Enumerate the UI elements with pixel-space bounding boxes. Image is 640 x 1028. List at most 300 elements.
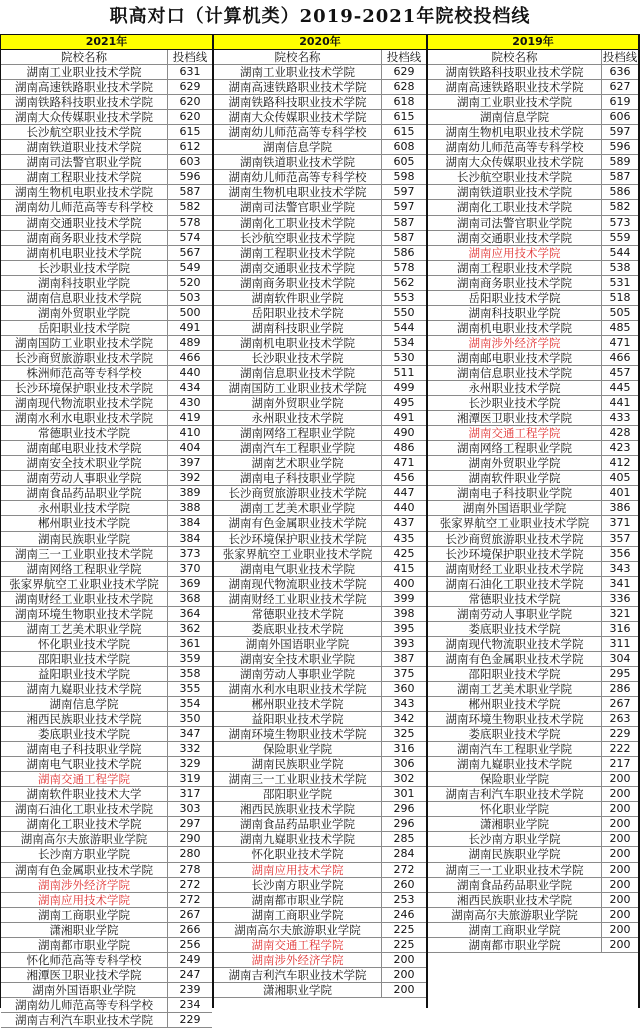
school-name: 怀化职业学院 xyxy=(428,802,602,816)
school-name: 岳阳职业技术学院 xyxy=(214,306,382,320)
column-header-row xyxy=(428,50,638,65)
table-row xyxy=(214,607,426,622)
school-name: 湖南机电职业技术学院 xyxy=(214,336,382,350)
school-name: 湖南九嶷职业技术学院 xyxy=(214,832,382,846)
table-row xyxy=(1,682,212,697)
school-name: 湖南网络工程职业学院 xyxy=(1,562,168,576)
score-value: 586 xyxy=(609,185,631,199)
score-value: 598 xyxy=(393,170,415,184)
school-name: 岳阳职业技术学院 xyxy=(1,321,168,335)
score-value: 434 xyxy=(179,381,201,395)
table-row xyxy=(1,321,212,336)
score-value: 597 xyxy=(609,125,631,139)
table-row xyxy=(1,456,212,471)
table-row xyxy=(428,622,638,637)
score-value: 200 xyxy=(609,802,631,816)
score-value: 435 xyxy=(393,531,415,545)
school-name: 湖南外国语职业学院 xyxy=(428,501,602,515)
table-row xyxy=(214,155,426,170)
table-row xyxy=(1,547,212,562)
school-name: 长沙南方职业学院 xyxy=(1,847,168,861)
school-name: 湖南环境生物职业技术学院 xyxy=(214,727,382,741)
score-header: 投档线 xyxy=(386,50,422,64)
table-row xyxy=(428,95,638,110)
school-name: 湖南信息职业技术学院 xyxy=(428,366,602,380)
school-name: 湖南食品药品职业学院 xyxy=(1,486,168,500)
table-body xyxy=(428,65,638,953)
school-name: 湖南交通职业技术学院 xyxy=(214,261,382,275)
score-value: 290 xyxy=(179,832,201,846)
school-name: 湖南电子科技职业学院 xyxy=(428,486,602,500)
table-row xyxy=(214,366,426,381)
table-row xyxy=(214,968,426,983)
table-row xyxy=(428,562,638,577)
table-row xyxy=(1,185,212,200)
school-name: 潇湘职业学院 xyxy=(428,817,602,831)
table-row xyxy=(214,772,426,787)
school-name: 湖南三一工业职业技术学院 xyxy=(1,547,168,561)
school-name: 湖南劳动人事职业学院 xyxy=(214,667,382,681)
score-value: 225 xyxy=(393,922,415,936)
school-name: 湖南财经工业职业技术学院 xyxy=(214,592,382,606)
table-row xyxy=(214,321,426,336)
table-2021 xyxy=(0,34,214,1027)
table-row xyxy=(1,968,212,983)
score-value: 272 xyxy=(179,877,201,891)
table-row xyxy=(1,291,212,306)
table-row xyxy=(428,682,638,697)
school-name: 湖南石油化工职业技术学院 xyxy=(428,577,602,591)
table-row xyxy=(428,847,638,862)
table-row xyxy=(428,231,638,246)
table-row xyxy=(214,847,426,862)
score-value: 410 xyxy=(179,426,201,440)
score-value: 608 xyxy=(393,140,415,154)
school-name: 长沙环境保护职业技术学院 xyxy=(428,547,602,561)
score-value: 200 xyxy=(609,877,631,891)
school-name: 湖南应用技术学院 xyxy=(214,863,382,877)
school-name: 湖南汽车工程职业学院 xyxy=(428,742,602,756)
table-row xyxy=(1,863,212,878)
school-name: 湖南环境生物职业技术学院 xyxy=(1,607,168,621)
table-row xyxy=(214,261,426,276)
school-name: 长沙职业技术学院 xyxy=(1,261,168,275)
score-value: 415 xyxy=(393,561,415,575)
score-value: 606 xyxy=(609,110,631,124)
table-row xyxy=(214,170,426,185)
table-row xyxy=(428,291,638,306)
table-row xyxy=(214,878,426,893)
table-row xyxy=(1,336,212,351)
table-row xyxy=(428,577,638,592)
school-name: 湖南石油化工职业技术学院 xyxy=(1,802,168,816)
table-row xyxy=(428,923,638,938)
score-value: 342 xyxy=(393,712,415,726)
score-value: 317 xyxy=(179,787,201,801)
school-name: 湘西民族职业技术学院 xyxy=(1,712,168,726)
table-row xyxy=(214,682,426,697)
table-row xyxy=(214,336,426,351)
school-name: 湖南外国语职业学院 xyxy=(1,983,168,997)
score-value: 395 xyxy=(393,621,415,635)
score-value: 361 xyxy=(179,636,201,650)
school-name: 湖南信息学院 xyxy=(428,110,602,124)
table-row xyxy=(214,938,426,953)
school-name: 湖南艺术职业学院 xyxy=(214,456,382,470)
table-row xyxy=(214,712,426,727)
school-name: 湖南食品药品职业学院 xyxy=(214,817,382,831)
table-2019 xyxy=(428,34,640,1008)
score-value: 597 xyxy=(393,185,415,199)
score-value: 388 xyxy=(179,501,201,515)
score-value: 343 xyxy=(609,561,631,575)
table-row xyxy=(214,727,426,742)
score-value: 371 xyxy=(609,516,631,530)
table-row xyxy=(214,562,426,577)
school-name: 湖南高速铁路职业技术学院 xyxy=(1,80,168,94)
school-name: 株洲师范高等专科学校 xyxy=(1,366,168,380)
score-value: 573 xyxy=(609,215,631,229)
score-value: 303 xyxy=(179,802,201,816)
school-name: 湖南九嶷职业技术学院 xyxy=(428,757,602,771)
score-value: 225 xyxy=(393,937,415,951)
table-row xyxy=(428,667,638,682)
school-name: 娄底职业技术学院 xyxy=(428,727,602,741)
table-row xyxy=(428,336,638,351)
school-name: 湖南外国语职业学院 xyxy=(214,637,382,651)
score-value: 284 xyxy=(393,847,415,861)
table-row xyxy=(1,486,212,501)
school-name: 湖南网络工程职业学院 xyxy=(214,426,382,440)
score-value: 425 xyxy=(393,546,415,560)
score-value: 239 xyxy=(179,982,201,996)
school-name: 湖南水利水电职业技术学院 xyxy=(214,682,382,696)
table-row xyxy=(1,697,212,712)
table-row xyxy=(214,742,426,757)
table-row xyxy=(1,757,212,772)
score-value: 587 xyxy=(393,230,415,244)
school-name: 湖南电气职业技术学院 xyxy=(214,562,382,576)
table-row xyxy=(214,381,426,396)
school-name: 湖南应用技术学院 xyxy=(428,246,602,260)
school-name: 怀化师范高等专科学校 xyxy=(1,953,168,967)
school-name: 湖南大众传媒职业技术学院 xyxy=(428,155,602,169)
table-row xyxy=(428,817,638,832)
table-row xyxy=(214,652,426,667)
school-name: 湖南工艺美术职业学院 xyxy=(1,622,168,636)
school-name: 湖南工商职业学院 xyxy=(214,908,382,922)
school-name: 湖南化工职业技术学院 xyxy=(1,817,168,831)
table-row xyxy=(428,893,638,908)
school-name: 湖南软件职业学院 xyxy=(428,471,602,485)
table-row xyxy=(1,592,212,607)
table-row xyxy=(1,140,212,155)
table-row xyxy=(428,772,638,787)
school-name-header: 院校名称 xyxy=(1,50,168,64)
school-name: 张家界航空工业职业技术学院 xyxy=(428,516,602,530)
school-name: 郴州职业技术学院 xyxy=(214,697,382,711)
table-row xyxy=(428,938,638,953)
year-header: 2020年 xyxy=(214,34,426,50)
school-name: 湖南生物机电职业技术学院 xyxy=(1,185,168,199)
school-name: 湖南涉外经济学院 xyxy=(1,878,168,892)
table-row xyxy=(1,742,212,757)
score-value: 544 xyxy=(393,320,415,334)
school-name: 娄底职业技术学院 xyxy=(214,622,382,636)
score-value: 471 xyxy=(393,456,415,470)
score-value: 364 xyxy=(179,606,201,620)
school-name: 湖南电子科技职业学院 xyxy=(1,742,168,756)
school-name: 湖南外贸职业学院 xyxy=(428,456,602,470)
table-row xyxy=(428,216,638,231)
table-row xyxy=(214,216,426,231)
table-row xyxy=(428,441,638,456)
score-value: 297 xyxy=(179,817,201,831)
table-row xyxy=(428,471,638,486)
school-name: 湖南民族职业学院 xyxy=(214,757,382,771)
school-name: 湖南吉利汽车职业技术学院 xyxy=(428,787,602,801)
score-value: 217 xyxy=(609,757,631,771)
table-row xyxy=(1,396,212,411)
table-row xyxy=(214,893,426,908)
table-row xyxy=(428,155,638,170)
school-name: 保险职业学院 xyxy=(214,742,382,756)
school-name: 湖南都市职业学院 xyxy=(1,938,168,952)
school-name: 长沙商贸旅游职业技术学院 xyxy=(214,486,382,500)
score-value: 329 xyxy=(179,757,201,771)
table-row xyxy=(1,712,212,727)
school-name: 湖南商务职业技术学院 xyxy=(428,276,602,290)
table-row xyxy=(1,577,212,592)
table-row xyxy=(214,516,426,531)
score-value: 397 xyxy=(179,456,201,470)
score-value: 500 xyxy=(179,305,201,319)
score-value: 336 xyxy=(609,591,631,605)
table-row xyxy=(214,486,426,501)
score-value: 341 xyxy=(609,576,631,590)
score-value: 423 xyxy=(609,441,631,455)
table-row xyxy=(428,396,638,411)
table-row xyxy=(214,125,426,140)
table-row xyxy=(428,697,638,712)
score-value: 280 xyxy=(179,847,201,861)
table-row xyxy=(1,351,212,366)
score-value: 399 xyxy=(393,591,415,605)
score-value: 200 xyxy=(609,922,631,936)
score-value: 350 xyxy=(179,712,201,726)
score-value: 440 xyxy=(179,365,201,379)
table-row xyxy=(214,863,426,878)
school-name: 湖南工艺美术职业学院 xyxy=(214,501,382,515)
school-name: 湘潭医卫职业技术学院 xyxy=(1,968,168,982)
school-name: 湖南交通工程学院 xyxy=(214,938,382,952)
score-tables xyxy=(0,34,640,1027)
table-row xyxy=(1,426,212,441)
school-name: 湖南三一工业职业技术学院 xyxy=(214,772,382,786)
score-value: 229 xyxy=(609,727,631,741)
score-value: 428 xyxy=(609,426,631,440)
table-body xyxy=(1,65,212,1028)
table-row xyxy=(428,185,638,200)
school-name: 湖南高速铁路职业技术学院 xyxy=(428,80,602,94)
table-body xyxy=(214,65,426,998)
table-row xyxy=(214,351,426,366)
table-row xyxy=(1,411,212,426)
score-value: 356 xyxy=(609,546,631,560)
score-value: 530 xyxy=(393,350,415,364)
score-value: 582 xyxy=(609,200,631,214)
score-value: 347 xyxy=(179,727,201,741)
score-value: 375 xyxy=(393,666,415,680)
score-value: 544 xyxy=(609,245,631,259)
score-value: 485 xyxy=(609,320,631,334)
table-row xyxy=(214,547,426,562)
school-name: 湖南工程职业技术学院 xyxy=(428,261,602,275)
score-value: 631 xyxy=(179,65,201,79)
table-row xyxy=(214,923,426,938)
score-value: 615 xyxy=(393,125,415,139)
table-row xyxy=(428,712,638,727)
school-name: 邵阳职业技术学院 xyxy=(1,652,168,666)
table-row xyxy=(1,125,212,140)
school-name: 湖南环境生物职业技术学院 xyxy=(428,712,602,726)
school-name: 张家界航空工业职业技术学院 xyxy=(1,577,168,591)
school-name-header: 院校名称 xyxy=(428,50,602,64)
score-value: 587 xyxy=(179,185,201,199)
score-value: 370 xyxy=(179,561,201,575)
table-row xyxy=(1,532,212,547)
score-value: 471 xyxy=(609,335,631,349)
school-name: 湖南国防工业职业技术学院 xyxy=(214,381,382,395)
table-row xyxy=(428,832,638,847)
school-name: 湖南劳动人事职业学院 xyxy=(1,471,168,485)
table-row xyxy=(1,216,212,231)
school-name: 湖南电气职业技术学院 xyxy=(1,757,168,771)
table-row xyxy=(428,80,638,95)
school-name: 湖南信息职业技术学院 xyxy=(1,291,168,305)
score-value: 369 xyxy=(179,576,201,590)
table-row xyxy=(428,547,638,562)
score-value: 618 xyxy=(393,95,415,109)
score-value: 486 xyxy=(393,441,415,455)
table-row xyxy=(214,832,426,847)
table-row xyxy=(1,607,212,622)
table-row xyxy=(428,246,638,261)
score-header: 投档线 xyxy=(602,50,638,64)
table-row xyxy=(1,847,212,862)
table-row xyxy=(428,592,638,607)
school-name: 湖南现代物流职业技术学院 xyxy=(214,577,382,591)
school-name: 湖南司法警官职业学院 xyxy=(214,200,382,214)
table-row xyxy=(214,65,426,80)
school-name: 湖南民族职业学院 xyxy=(428,847,602,861)
table-row xyxy=(1,516,212,531)
school-name: 湖南机电职业技术学院 xyxy=(1,246,168,260)
table-row xyxy=(428,65,638,80)
score-value: 246 xyxy=(393,907,415,921)
score-value: 200 xyxy=(609,892,631,906)
school-name: 湖南科技职业学院 xyxy=(428,306,602,320)
score-value: 316 xyxy=(393,742,415,756)
school-name: 湖南邮电职业技术学院 xyxy=(428,351,602,365)
year-header: 2021年 xyxy=(1,34,212,50)
score-value: 200 xyxy=(609,817,631,831)
table-row xyxy=(1,622,212,637)
score-value: 301 xyxy=(393,787,415,801)
score-value: 285 xyxy=(393,832,415,846)
table-row xyxy=(428,456,638,471)
score-value: 311 xyxy=(609,636,631,650)
table-row xyxy=(1,95,212,110)
table-2020 xyxy=(214,34,428,1008)
school-name: 湖南高尔夫旅游职业学院 xyxy=(214,923,382,937)
school-name: 湖南电子科技职业学院 xyxy=(214,471,382,485)
score-value: 412 xyxy=(609,456,631,470)
school-name: 湖南财经工业职业技术学院 xyxy=(428,562,602,576)
school-name: 湖南铁道职业技术学院 xyxy=(214,155,382,169)
table-row xyxy=(428,637,638,652)
school-name: 湖南食品药品职业学院 xyxy=(428,878,602,892)
school-name: 湖南工业职业技术学院 xyxy=(428,95,602,109)
school-name: 湖南工商职业学院 xyxy=(428,923,602,937)
score-value: 200 xyxy=(393,982,415,996)
school-name: 湖南工业职业技术学院 xyxy=(1,65,168,79)
table-row xyxy=(428,261,638,276)
school-name: 长沙职业技术学院 xyxy=(214,351,382,365)
table-row xyxy=(214,757,426,772)
school-name: 湖南应用技术学院 xyxy=(1,893,168,907)
school-name: 湖南现代物流职业技术学院 xyxy=(428,637,602,651)
table-row xyxy=(214,471,426,486)
table-row xyxy=(428,727,638,742)
table-row xyxy=(214,411,426,426)
score-value: 263 xyxy=(609,712,631,726)
score-value: 247 xyxy=(179,967,201,981)
score-value: 400 xyxy=(393,576,415,590)
score-value: 531 xyxy=(609,275,631,289)
table-row xyxy=(1,170,212,185)
table-row xyxy=(1,381,212,396)
score-value: 343 xyxy=(393,697,415,711)
school-name: 湖南吉利汽车职业技术学院 xyxy=(1,1013,168,1027)
school-name: 湖南有色金属职业技术学院 xyxy=(1,863,168,877)
school-name: 湖南生物机电职业技术学院 xyxy=(428,125,602,139)
school-name: 长沙环境保护职业技术学院 xyxy=(214,532,382,546)
table-row xyxy=(428,170,638,185)
table-row xyxy=(1,817,212,832)
school-name: 湖南商务职业技术学院 xyxy=(214,276,382,290)
score-value: 393 xyxy=(393,636,415,650)
table-row xyxy=(428,321,638,336)
school-name: 湖南软件职业学院 xyxy=(214,291,382,305)
table-row xyxy=(428,908,638,923)
table-row xyxy=(1,787,212,802)
table-row xyxy=(214,80,426,95)
table-row xyxy=(1,562,212,577)
table-row xyxy=(1,652,212,667)
score-value: 272 xyxy=(179,892,201,906)
table-row xyxy=(214,185,426,200)
school-name: 湖南司法警官职业学院 xyxy=(1,155,168,169)
score-value: 302 xyxy=(393,772,415,786)
score-value: 357 xyxy=(609,531,631,545)
table-row xyxy=(428,411,638,426)
score-value: 445 xyxy=(609,381,631,395)
table-row xyxy=(1,832,212,847)
table-row xyxy=(214,306,426,321)
school-name: 湖南外贸职业学院 xyxy=(214,396,382,410)
table-row xyxy=(1,471,212,486)
